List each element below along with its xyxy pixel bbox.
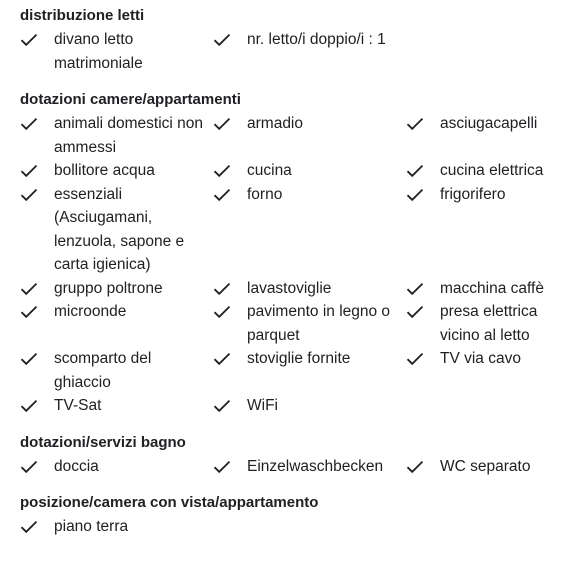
amenity-item (20, 112, 213, 159)
amenity-section (20, 90, 582, 418)
amenity-label: macchina caffè (440, 279, 544, 297)
amenity-section (20, 6, 582, 75)
amenity-label: WC separato (440, 457, 531, 475)
amenity-item (20, 277, 213, 301)
amenity-label: TV-Sat (54, 397, 102, 414)
checkmark-icon (20, 112, 54, 136)
amenity-item (213, 300, 406, 347)
amenity-label: armadio (247, 115, 303, 132)
amenity-item (406, 347, 566, 394)
amenity-label: cucina elettrica (440, 162, 544, 179)
amenity-label: animali domestici non ammessi (54, 115, 204, 156)
amenity-label: divano letto matrimoniale (54, 31, 143, 72)
checkmark-icon (20, 300, 54, 324)
amenity-item (213, 159, 406, 183)
checkmark-icon (213, 455, 247, 479)
checkmark-icon (213, 347, 247, 371)
amenity-label: bollitore acqua (54, 162, 155, 179)
amenity-item (20, 394, 213, 418)
checkmark-icon (406, 159, 440, 183)
amenity-item (213, 28, 406, 75)
checkmark-icon (406, 347, 440, 371)
checkmark-icon (213, 28, 247, 52)
checkmark-icon (406, 300, 440, 324)
amenity-label: gruppo poltrone (54, 279, 163, 297)
amenity-label: piano terra (54, 518, 129, 535)
checkmark-icon (20, 159, 54, 183)
amenity-item (406, 455, 566, 479)
amenity-grid (20, 28, 582, 75)
amenity-grid (20, 112, 582, 418)
checkmark-icon (213, 112, 247, 136)
amenity-label: TV via cavo (440, 350, 521, 367)
amenity-grid (20, 515, 582, 539)
amenity-label: frigorifero (440, 185, 506, 203)
amenity-item (213, 347, 406, 394)
checkmark-icon (213, 183, 247, 207)
amenity-item (213, 277, 406, 301)
checkmark-icon (213, 277, 247, 301)
checkmark-icon (213, 159, 247, 183)
amenity-label: nr. letto/i doppio/i : 1 (247, 31, 386, 48)
amenity-label: WiFi (247, 397, 278, 414)
amenity-grid (20, 455, 582, 479)
checkmark-icon (20, 183, 54, 207)
amenity-item (213, 183, 406, 277)
amenity-item (213, 112, 406, 159)
amenity-item (20, 183, 213, 277)
amenity-label: doccia (54, 457, 99, 475)
amenity-item (20, 159, 213, 183)
amenity-item (20, 455, 213, 479)
checkmark-icon (406, 183, 440, 207)
checkmark-icon (20, 277, 54, 301)
amenity-item (406, 183, 566, 277)
amenity-item (213, 455, 406, 479)
checkmark-icon (406, 277, 440, 301)
section-title: distribuzione letti (20, 7, 145, 24)
amenity-label: essenziali (Asciugamani, lenzuola, sapone e carta igienica) (54, 185, 185, 273)
amenity-label: microonde (54, 303, 127, 320)
checkmark-icon (20, 515, 54, 539)
amenity-item (406, 277, 566, 301)
checkmark-icon (20, 28, 54, 52)
amenity-label: cucina (247, 162, 292, 179)
amenity-label: lavastoviglie (247, 279, 332, 297)
amenity-item (406, 112, 566, 159)
section-title: dotazioni/servizi bagno (20, 433, 186, 451)
amenity-item (406, 159, 566, 183)
checkmark-icon (20, 455, 54, 479)
amenity-label: asciugacapelli (440, 115, 538, 132)
checkmark-icon (213, 394, 247, 418)
amenity-section (20, 433, 582, 479)
amenity-item (20, 515, 213, 539)
amenity-section (20, 493, 582, 539)
checkmark-icon (406, 455, 440, 479)
amenity-item (20, 347, 213, 394)
amenity-label: presa elettrica vicino al letto (440, 303, 538, 344)
checkmark-icon (406, 112, 440, 136)
amenity-label: stoviglie fornite (247, 350, 351, 367)
amenity-item (213, 394, 406, 418)
amenity-label: forno (247, 185, 283, 203)
amenity-label: Einzelwaschbecken (247, 457, 384, 475)
amenity-label: pavimento in legno o parquet (247, 303, 391, 344)
amenity-item (20, 28, 213, 75)
checkmark-icon (20, 394, 54, 418)
section-title: dotazioni camere/appartamenti (20, 91, 241, 108)
checkmark-icon (20, 347, 54, 371)
amenity-item (20, 300, 213, 347)
section-title: posizione/camera con vista/appartamento (20, 494, 319, 511)
amenity-label: scomparto del ghiaccio (54, 350, 152, 391)
checkmark-icon (213, 300, 247, 324)
amenity-item (406, 300, 566, 347)
